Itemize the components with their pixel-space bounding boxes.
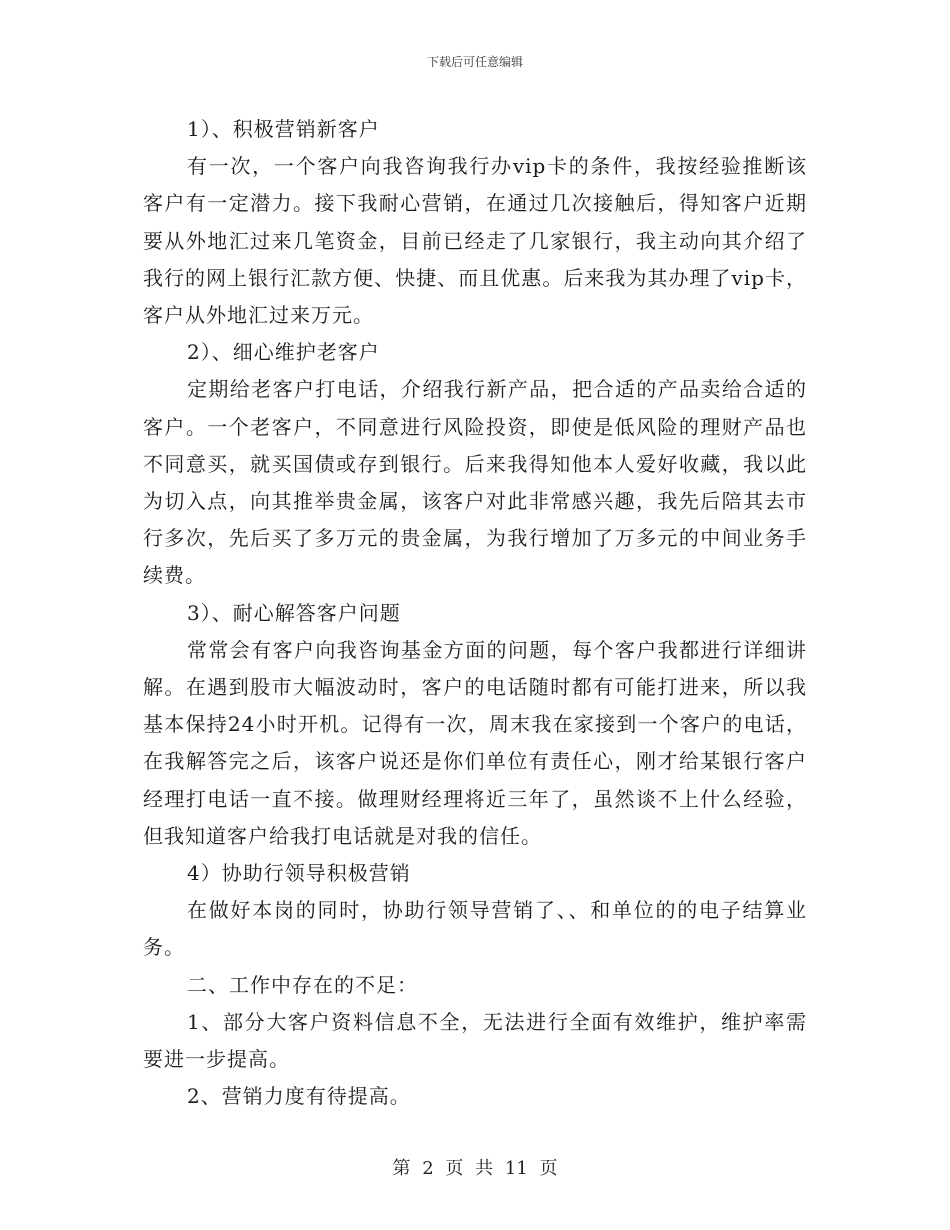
page-label: 第 bbox=[392, 1158, 411, 1179]
total-pages: 11 bbox=[504, 1158, 528, 1179]
heading-answer-questions: 3）、耐心解答客户问题 bbox=[187, 600, 401, 625]
paragraph-assist-leaders: 在做好本岗的同时，协助行领导营销了、、和单位的的电子结算业务。 bbox=[143, 898, 807, 960]
page-footer bbox=[0, 1154, 950, 1180]
heading-old-customers: 2）、细心维护老客户 bbox=[187, 340, 380, 365]
total-unit: 页 bbox=[539, 1158, 558, 1179]
document-body bbox=[143, 111, 807, 1115]
paragraph-vip-card: 有一次，一个客户向我咨询我行办vip卡的条件，我按经验推断该客户有一定潜力。接下我耐心营销，在通过几次接触后，得知客户近期要从外地汇过来几笔资金，目前已经走了几家银行，我主动向其介绍了我行的网上银行汇款方便、快捷、而且优惠。后来我为其办理了vip卡，客户从外地汇过来万元。 bbox=[143, 154, 807, 328]
heading-assist-leaders: 4）协助行领导积极营销 bbox=[187, 861, 411, 886]
page-header: 下载后可任意编辑 bbox=[426, 55, 523, 69]
page-number: 2 bbox=[422, 1158, 434, 1179]
heading-shortcomings: 二、工作中存在的不足： bbox=[187, 972, 418, 997]
paragraph-answer-questions: 常常会有客户向我咨询基金方面的问题，每个客户我都进行详细讲解。在遇到股市大幅波动时，客户的电话随时都有可能打进来，所以我基本保持24小时开机。记得有一次，周末我在家接到一个客户的电话，在我解答完之后，该客户说还是你们单位有责任心，刚才给某银行客户经理打电话一直不接。做理财经理将近三年了，虽然谈不上什么经验，但我知道客户给我打电话就是对我的信任。 bbox=[143, 637, 807, 848]
shortcoming-item-2: 2、营销力度有待提高。 bbox=[187, 1084, 411, 1109]
shortcoming-item-1: 1、部分大客户资料信息不全，无法进行全面有效维护，维护率需要进一步提高。 bbox=[143, 1009, 807, 1072]
paragraph-old-customers: 定期给老客户打电话，介绍我行新产品，把合适的产品卖给合适的客户。一个老客户，不同意进行风险投资，即使是低风险的理财产品也不同意买，就买国债或存到银行。后来我得知他本人爱好收藏，我以此为切入点，向其推举贵金属，该客户对此非常感兴趣，我先后陪其去市行多次，先后买了多万元的贵金属，为我行增加了万多元的中间业务手续费。 bbox=[143, 377, 807, 588]
heading-new-customers: 1）、积极营销新客户 bbox=[187, 117, 380, 141]
total-label: 共 bbox=[475, 1158, 494, 1179]
page-unit: 页 bbox=[445, 1158, 464, 1179]
